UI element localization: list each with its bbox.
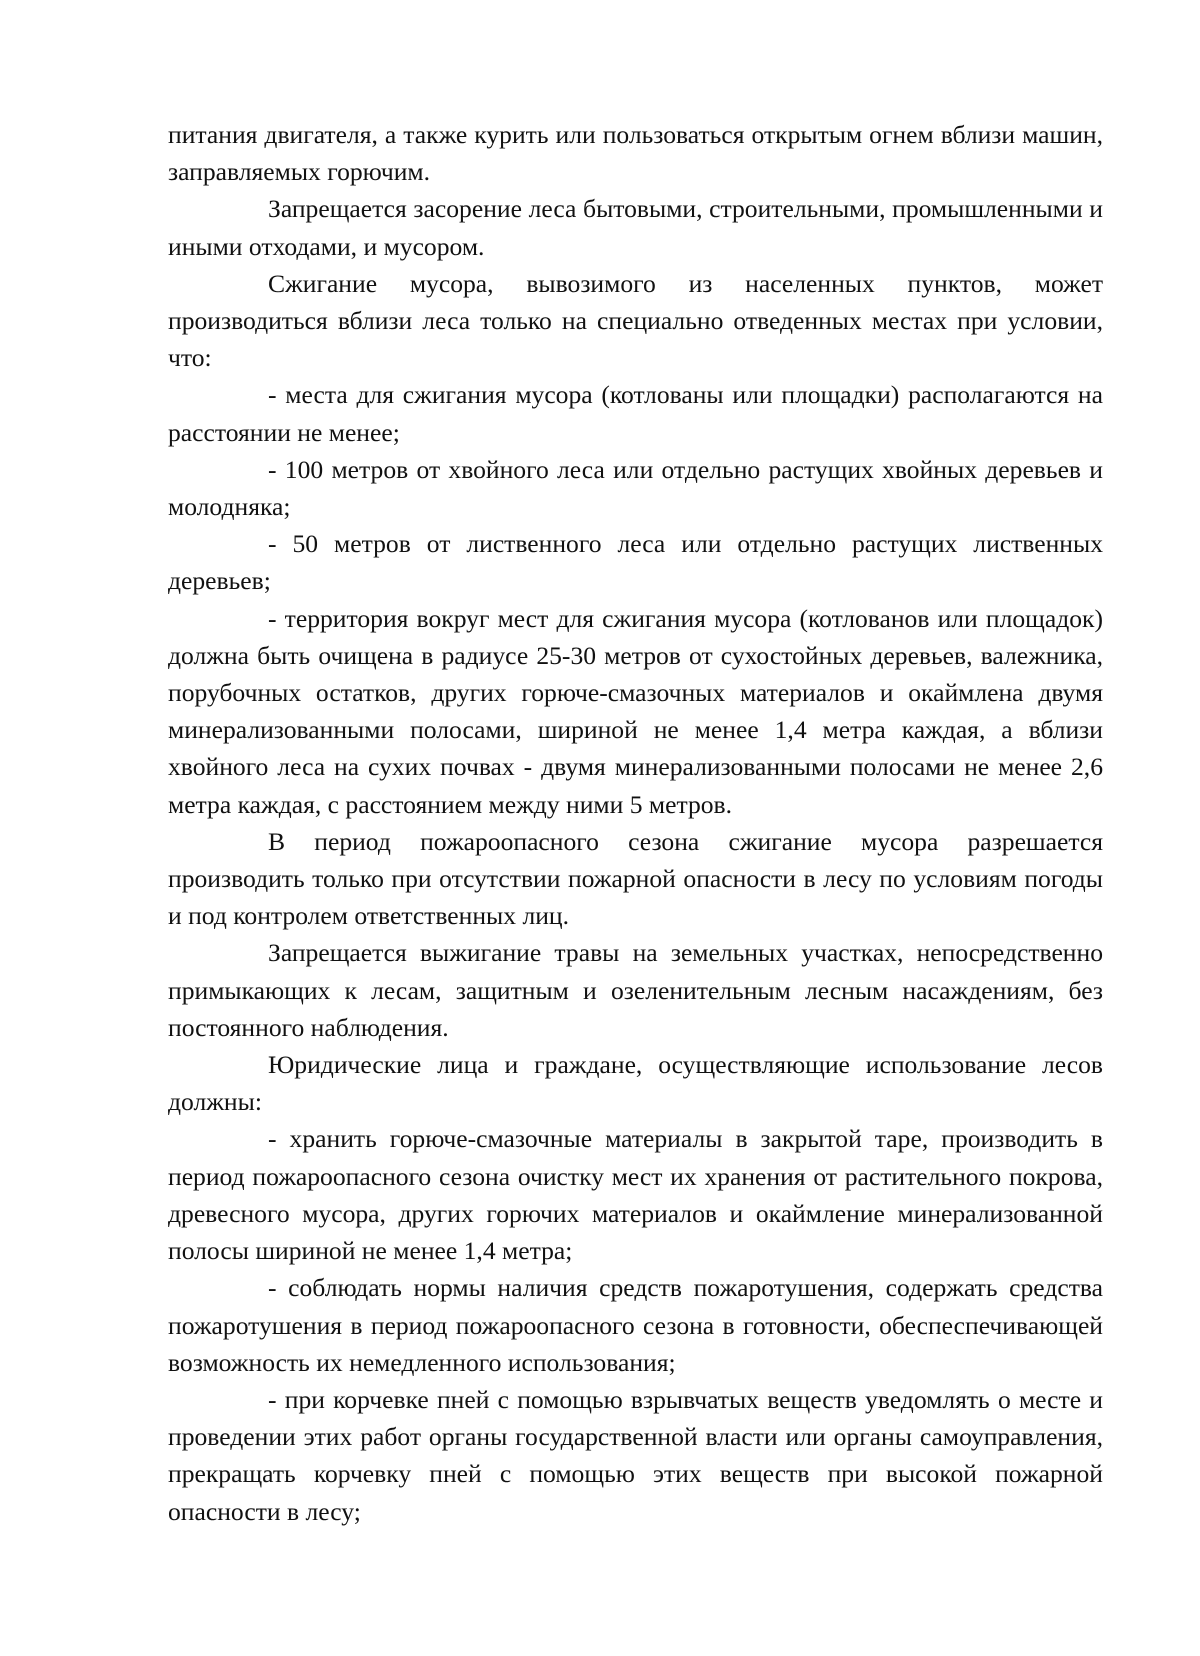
list-item-50m: - 50 метров от лиственного леса или отдельно растущих лиственных деревьев;: [168, 529, 1103, 596]
paragraph-legal-entities: Юридические лица и граждане, осуществляющие использование лесов должны:: [168, 1050, 1103, 1117]
document-text: [168, 116, 1103, 1530]
list-item-extinguishing: - соблюдать нормы наличия средств пожаротушения, содержать средства пожаротушения в период пожароопасного сезона в готовности, обеспеспечивающей возможность их немедленного использования;: [168, 1273, 1103, 1377]
list-item-territory: - территория вокруг мест для сжигания мусора (котлованов или площадок) должна быть очищена в радиусе 25-30 метров от сухостойных деревьев, валежника, порубочных остатков, других горюче-смазочных материалов и окаймлена двумя минерализованными полосами, шириной не менее 1,4 метра каждая, а вблизи хвойного леса на сухих почвах - двумя минерализованными полосами не менее 2,6 метра каждая, с расстоянием между ними 5 метров.: [168, 603, 1103, 819]
paragraph-ban-grass: Запрещается выжигание травы на земельных участках, непосредственно примыкающих к лесам, защитным и озеленительным лесным насаждениям, без постоянного наблюдения.: [168, 938, 1103, 1042]
list-item-100m: - 100 метров от хвойного леса или отдельно растущих хвойных деревьев и молодняка;: [168, 454, 1103, 522]
list-item-store-fuel: - хранить горюче-смазочные материалы в закрытой таре, производить в период пожароопасного сезона очистку мест их хранения от растительного покрова, древесного мусора, других горючих материалов и окаймление минерализованной полосы шириной не менее 1,4 метра;: [168, 1124, 1103, 1266]
paragraph-burning-conditions: Сжигание мусора, вывозимого из населенных пунктов, может производиться вблизи леса только на специально отведенных местах при условии, что:: [168, 268, 1103, 373]
paragraph-ban-littering: Запрещается засорение леса бытовыми, строительными, промышленными и иными отходами, и мусором.: [168, 194, 1103, 261]
paragraph-fire-season: В период пожароопасного сезона сжигание мусора разрешается производить только при отсутствии пожарной опасности в лесу по условиям погоды и под контролем ответственных лиц.: [168, 826, 1103, 931]
list-item-burning-places: - места для сжигания мусора (котлованы или площадки) располагаются на расстоянии не менее;: [168, 380, 1103, 447]
list-item-explosives: - при корчевке пней с помощью взрывчатых веществ уведомлять о месте и проведении этих работ органы государственной власти или органы самоуправления, прекращать корчевку пней с помощью этих веществ при высокой пожарной опасности в лесу;: [168, 1384, 1103, 1526]
paragraph-continuation: питания двигателя, а также курить или пользоваться открытым огнем вблизи машин, заправляемых горючим.: [168, 120, 1103, 187]
